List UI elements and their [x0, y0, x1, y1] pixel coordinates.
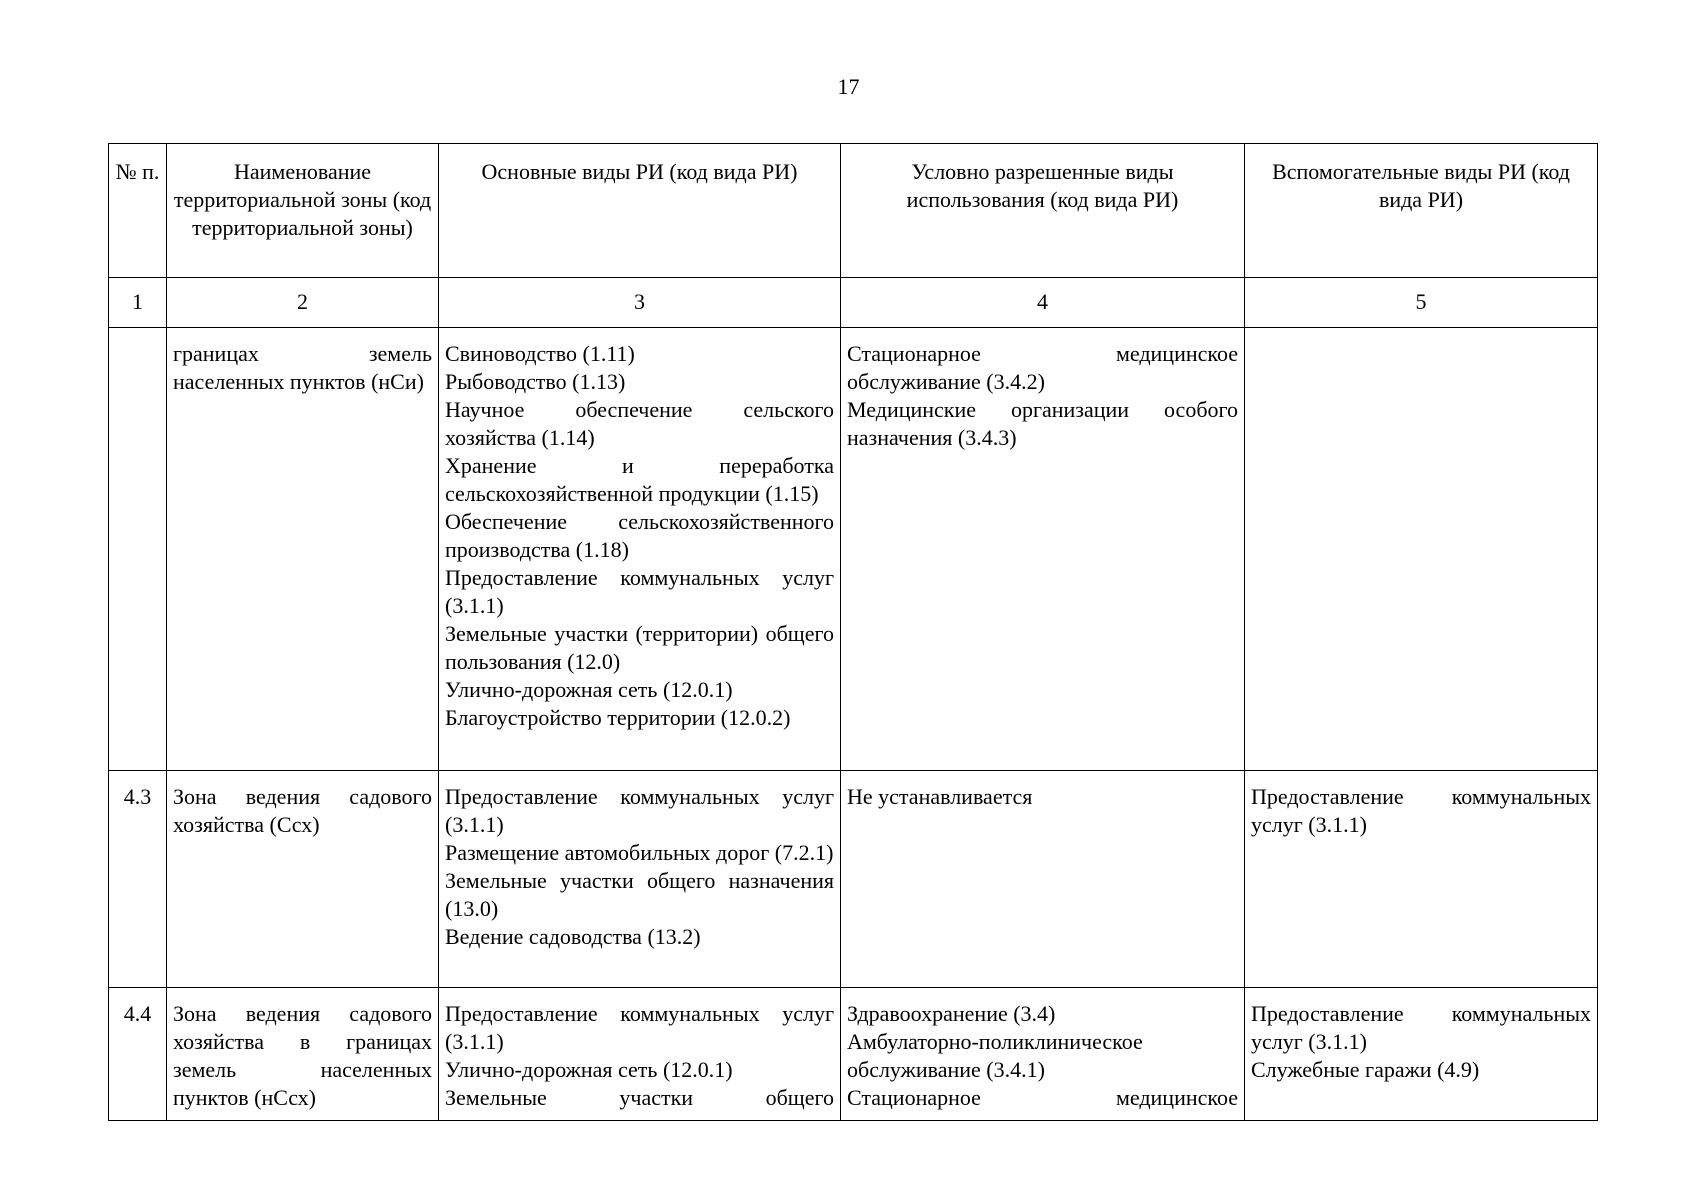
- conditional-use-item: Не устанавливается: [847, 784, 1033, 809]
- main-use-item: Улично-дорожная сеть (12.0.1): [445, 1057, 733, 1082]
- main-use-item: Научное обеспечение сельского хозяйства (1.14): [445, 397, 834, 450]
- zone-name: Зона ведения садового хозяйства (Ссх): [173, 784, 432, 837]
- main-uses-cell: [439, 328, 841, 771]
- conditional-uses-cell: [841, 988, 1245, 1121]
- conditional-use-item: Стационарное медицинское: [847, 1085, 1238, 1110]
- header-number: № п.: [109, 144, 167, 278]
- main-use-item: Свиноводство (1.11): [445, 341, 635, 366]
- header-conditional-uses: Условно разрешенные виды использования (код вида РИ): [841, 144, 1245, 278]
- auxiliary-use-item: Предоставление коммунальных услуг (3.1.1): [1251, 784, 1591, 837]
- column-number: 1: [109, 278, 167, 328]
- zone-name-cell: [167, 328, 439, 771]
- main-use-item: Улично-дорожная сеть (12.0.1): [445, 677, 733, 702]
- zone-name-cell: [167, 988, 439, 1121]
- conditional-uses-cell: [841, 328, 1245, 771]
- column-number: 2: [167, 278, 439, 328]
- conditional-use-item: Здравоохранение (3.4): [847, 1001, 1056, 1026]
- main-use-item: Предоставление коммунальных услуг (3.1.1): [445, 784, 834, 837]
- main-use-item: Хранение и переработка сельскохозяйственной продукции (1.15): [445, 453, 834, 506]
- main-use-item: Рыбоводство (1.13): [445, 369, 626, 394]
- header-zone-name: Наименование территориальной зоны (код территориальной зоны): [167, 144, 439, 278]
- zone-name: Зона ведения садового хозяйства в границах земель населенных пунктов (нСсх): [173, 1001, 432, 1110]
- auxiliary-use-item: Служебные гаражи (4.9): [1251, 1057, 1480, 1082]
- table-header-row: [109, 144, 1598, 278]
- main-use-item: Земельные участки общего назначения (13.0): [445, 868, 834, 921]
- auxiliary-uses-cell: [1245, 988, 1598, 1121]
- header-auxiliary-uses: Вспомогательные виды РИ (код вида РИ): [1245, 144, 1598, 278]
- auxiliary-uses-cell: [1245, 771, 1598, 988]
- header-main-uses: Основные виды РИ (код вида РИ): [439, 144, 841, 278]
- conditional-use-item: Амбулаторно-поликлиническое обслуживание (3.4.1): [847, 1029, 1143, 1082]
- main-uses-cell: [439, 771, 841, 988]
- main-use-item: Благоустройство территории (12.0.2): [445, 705, 791, 730]
- main-use-item: Размещение автомобильных дорог (7.2.1): [445, 840, 834, 865]
- auxiliary-use-item: Предоставление коммунальных услуг (3.1.1): [1251, 1001, 1591, 1054]
- column-number: 5: [1245, 278, 1598, 328]
- column-number-row: [109, 278, 1598, 328]
- main-uses-cell: [439, 988, 841, 1121]
- main-use-item: Земельные участки общего: [445, 1085, 834, 1110]
- row-number: 4.4: [109, 988, 167, 1121]
- page-number: 17: [837, 74, 860, 99]
- row-number: [109, 328, 167, 771]
- table-row: [109, 328, 1598, 771]
- main-use-item: Ведение садоводства (13.2): [445, 924, 701, 949]
- row-number: 4.3: [109, 771, 167, 988]
- auxiliary-uses-cell: [1245, 328, 1598, 771]
- main-use-item: Предоставление коммунальных услуг (3.1.1): [445, 565, 834, 618]
- conditional-use-item: Стационарное медицинское обслуживание (3.4.2): [847, 341, 1238, 394]
- main-use-item: Предоставление коммунальных услуг (3.1.1): [445, 1001, 834, 1054]
- zone-name: границах земель населенных пунктов (нСи): [173, 341, 432, 394]
- zoning-table: [108, 143, 1598, 1121]
- table-row: [109, 771, 1598, 988]
- conditional-uses-cell: [841, 771, 1245, 988]
- table-row: [109, 988, 1598, 1121]
- zone-name-cell: [167, 771, 439, 988]
- conditional-use-item: Медицинские организации особого назначения (3.4.3): [847, 397, 1238, 450]
- column-number: 3: [439, 278, 841, 328]
- main-use-item: Обеспечение сельскохозяйственного производства (1.18): [445, 509, 834, 562]
- main-use-item: Земельные участки (территории) общего пользования (12.0): [445, 621, 834, 674]
- column-number: 4: [841, 278, 1245, 328]
